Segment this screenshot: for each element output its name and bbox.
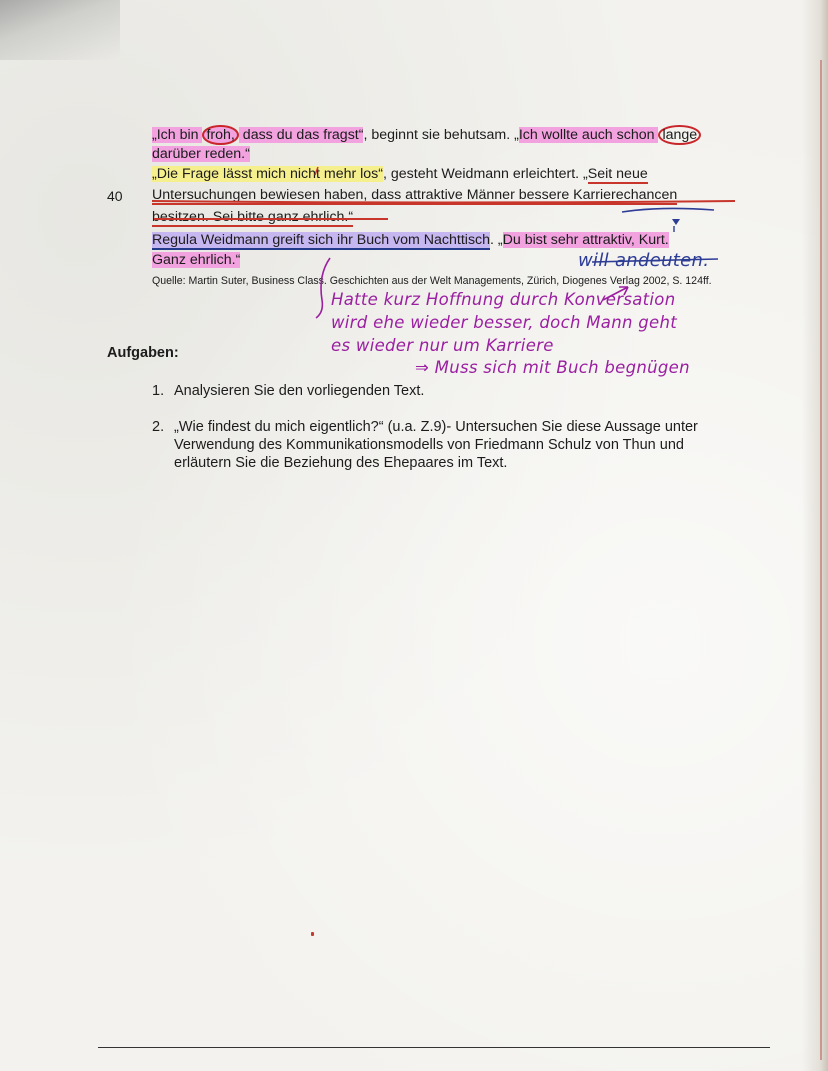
handwritten-note: wird ehe wieder besser, doch Mann geht bbox=[331, 313, 677, 332]
bottom-rule bbox=[98, 1047, 770, 1048]
plain-text: , gesteht Weidmann erleichtert. „ bbox=[383, 166, 588, 182]
highlight: dass du das fragst“ bbox=[238, 127, 364, 143]
underline-stroke bbox=[152, 201, 735, 203]
handwritten-note: Hatte kurz Hoffnung durch Konversation bbox=[331, 290, 676, 309]
underlined-text: Untersuchungen bewiesen haben, dass attraktive Männer bessere Karrierechancen bbox=[152, 187, 678, 203]
plain-text: , beginnt sie behutsam. „ bbox=[363, 127, 519, 143]
bracket-mark bbox=[316, 258, 330, 318]
caret-mark bbox=[672, 219, 680, 225]
task-1 bbox=[152, 382, 744, 400]
underlined-text: Seit neue bbox=[587, 166, 648, 182]
task-2 bbox=[152, 418, 744, 472]
circled-word: lange bbox=[658, 125, 701, 145]
task-text: „Wie findest du mich eigentlich?“ (u.a. Z.9)- Untersuchen Sie diese Aussage unter Verwendung des Kommunikationsmodells von Friedmann Schulz von Thun und erläutern Sie die Beziehung des Ehepaares im Text. bbox=[174, 419, 698, 471]
highlight: „Die Frage lässt mich nicht mehr los“ bbox=[152, 166, 384, 182]
highlight: Ich wollte auch schon bbox=[518, 127, 659, 143]
tasks-heading: Aufgaben: bbox=[107, 345, 179, 361]
underline-stroke bbox=[592, 259, 718, 262]
highlight: Du bist sehr attraktiv, Kurt. bbox=[502, 232, 669, 248]
highlight: darüber reden.“ bbox=[152, 146, 250, 162]
circled-word: froh, bbox=[202, 125, 238, 145]
underlined-text: besitzen. Sei bitte ganz ehrlich.“ bbox=[152, 209, 354, 225]
line-number: 40 bbox=[107, 188, 123, 204]
task-number: 2. bbox=[152, 419, 165, 435]
handwritten-note: ⇒ Muss sich mit Buch begnügen bbox=[415, 358, 690, 377]
plain-text: . „ bbox=[490, 232, 503, 248]
tick-mark bbox=[315, 167, 318, 175]
source-citation: Quelle: Martin Suter, Business Class. Geschichten aus der Welt Managements, Zürich, Diogenes Verlag 2002, S. 124ff. bbox=[152, 275, 712, 287]
highlight: „Ich bin bbox=[152, 127, 203, 143]
ink-speck bbox=[311, 932, 314, 936]
task-text: Analysieren Sie den vorliegenden Text. bbox=[174, 383, 425, 399]
underline-stroke bbox=[622, 208, 714, 212]
handwritten-note: will andeuten. bbox=[578, 250, 710, 271]
task-number: 1. bbox=[152, 383, 165, 399]
highlight: Ganz ehrlich.“ bbox=[152, 252, 241, 268]
highlight: Regula Weidmann greift sich ihr Buch vom Nachttisch bbox=[152, 232, 491, 248]
handwritten-note: es wieder nur um Karriere bbox=[331, 336, 554, 355]
